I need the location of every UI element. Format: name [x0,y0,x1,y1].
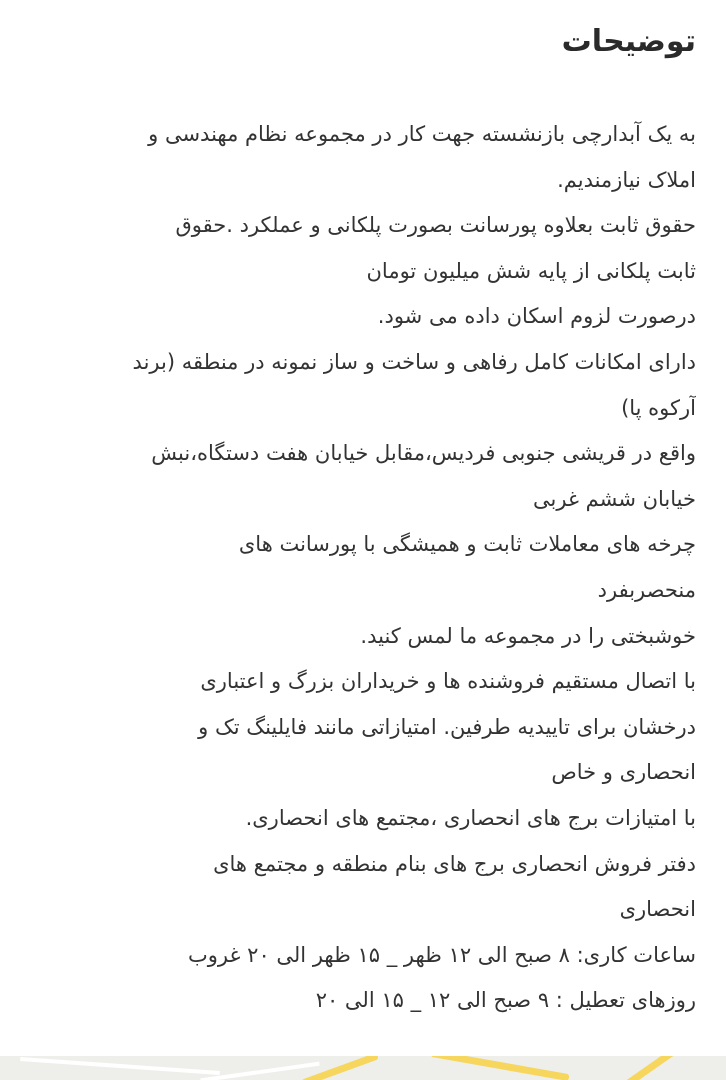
description-line: ثابت پلکانی از پایه شش میلیون تومان [366,258,696,283]
description-line: خوشبختی را در مجموعه ما لمس کنید. [360,623,696,648]
description-line: املاک نیازمندیم. [557,167,696,192]
description-line: چرخه های معاملات ثابت و همیشگی با پورسانت های [238,532,696,557]
map-street [20,1057,220,1075]
section-title: توضیحات [561,24,696,59]
description-line: با امتیازات برج های انحصاری ،مجتمع های انحصاری. [245,805,696,830]
description-line: دفتر فروش انحصاری برج های بنام منطقه و مجتمع های [213,851,696,876]
description-line: انحصاری [619,897,696,922]
description-line: خیابان ششم غربی [533,486,696,511]
description-line: انحصاری و خاص [551,760,696,785]
description-line: درصورت لزوم اسکان داده می شود. [377,304,696,329]
description-line: حقوق ثابت بعلاوه پورسانت بصورت پلکانی و عملکرد .حقوق [175,213,696,238]
description-line: دارای امکانات کامل رفاهی و ساخت و ساز نمونه در منطقه (برند [132,349,696,374]
description-line: درخشان برای تاییدیه طرفین. امتیازاتی مانند فایلینگ تک و [198,714,696,739]
description-line: روزهای تعطیل : ۹ صبح الی ۱۲ _ ۱۵ الی ۲۰ [315,988,696,1013]
description-line: منحصربفرد [597,577,696,602]
description-line: واقع در قریشی جنوبی فردیس،مقابل خیابان هفت دستگاه،نبش [151,441,696,466]
location-map-preview[interactable] [0,1056,726,1080]
description-line: آرکوه پا) [621,395,696,420]
description-line: به یک آبدارچی بازنشسته جهت کار در مجموعه نظام مهندسی و [148,122,696,146]
map-road [614,1056,675,1080]
description-line: ساعات کاری: ۸ صبح الی ۱۲ ظهر _ ۱۵ ظهر الی ۲۰ غروب [188,942,696,967]
map-road [430,1056,569,1080]
map-road [301,1056,379,1080]
description-text [34,112,696,1024]
description-line: با اتصال مستقیم فروشنده ها و خریداران بزرگ و اعتباری [200,669,696,694]
